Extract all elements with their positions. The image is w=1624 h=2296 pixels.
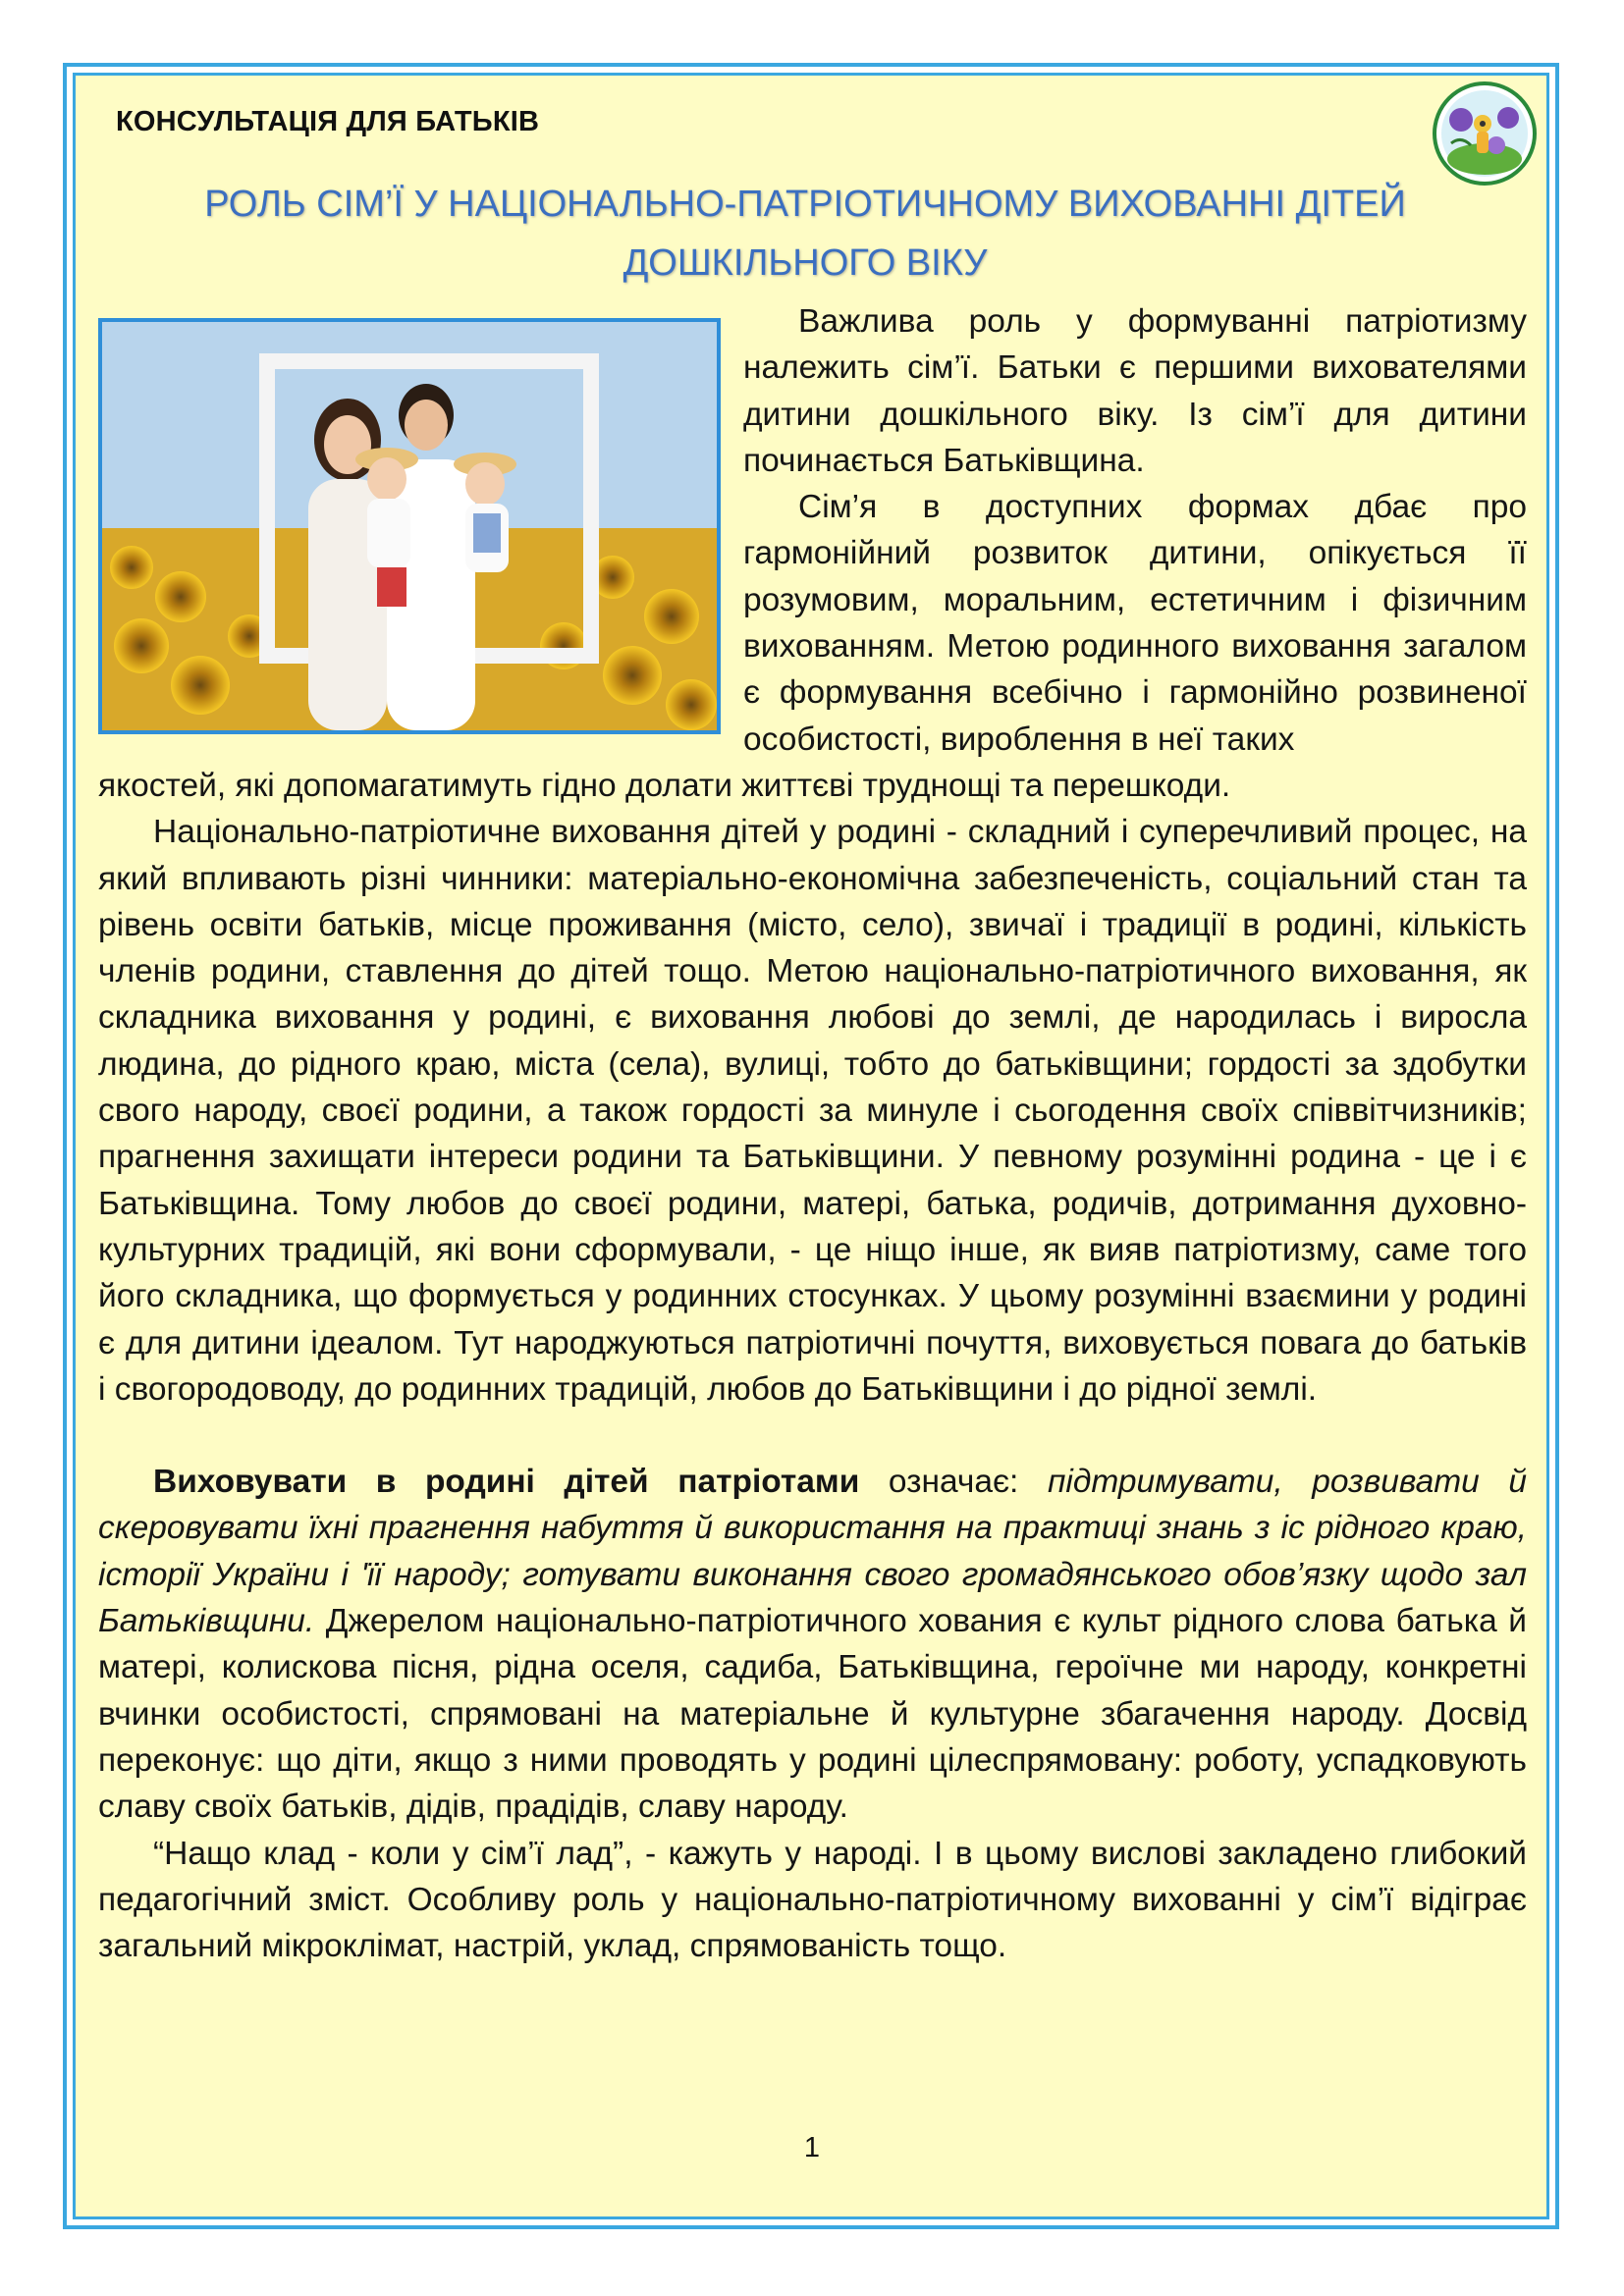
page-number: 1 — [803, 2132, 821, 2163]
header-label: КОНСУЛЬТАЦІЯ ДЛЯ БАТЬКІВ — [116, 106, 540, 137]
main-text — [98, 763, 1527, 1969]
page-title — [98, 175, 1624, 293]
intro-continuation: якостей, які допомагатимуть гідно долати життєві труднощі та перешкоди. — [98, 768, 1231, 804]
title-line-2: ДОШКІЛЬНОГО ВІКУ — [623, 242, 988, 284]
family-photo-frame-icon — [98, 318, 721, 734]
paragraph-proverb: “Нащо клад - коли у сім’ї лад”, - кажуть у народі. І в цьому вислові закладено глибокий педагогічний зміст. Особливу роль у національно-патріотичному вихованні у сім’ї відіграє загальний мікроклімат, настрій, уклад, спрямованість тощо. — [98, 1835, 1527, 1965]
title-line-1: РОЛЬ СІМ’Ї У НАЦІОНАЛЬНО-ПАТРІОТИЧНОМУ ВИХОВАННІ ДІТЕЙ — [204, 184, 1406, 225]
intro-paragraph-1: Важлива роль у формуванні патріотизму належить сім’ї. Батьки є першими вихователями дитини дошкільного віку. Із сім’ї для дитини починається Батьківщина. — [743, 303, 1527, 479]
paragraph-spacer — [98, 1413, 1527, 1459]
paragraph-raising-patriots — [98, 1459, 1527, 1830]
plain-phrase: означає: — [859, 1464, 1048, 1501]
plain-continuation: Джерелом національно-патріотичного хования є культ рідного слова батька й матері, колискова пісня, рідна оселя, садиба, Батьківщина, героїчне ми народу, конкретні вчинки особистості, спрямовані на матеріальне й культурне збагачення народу. Досвід переконує: що діти, якщо з ними проводять у родині цілеспрямовану: роботу, успадковують славу своїх батьків, дідів, прадідів, славу народу. — [98, 1603, 1527, 1826]
bold-phrase: Виховувати в родині дітей патріотами — [153, 1464, 860, 1501]
kindergarten-logo-icon — [1432, 80, 1538, 187]
intro-text — [743, 298, 1527, 763]
intro-paragraph-2: Сім’я в доступних формах дбає про гармонійний розвиток дитини, опікується її розумовим, моральним, естетичним і фізичним вихованням. Метою родинного виховання загалом є формування всебічно і гармонійно розвиненої особистості, вироблення в неї таких — [743, 489, 1527, 758]
paragraph-patriotic-upbringing: Національно-патріотичне виховання дітей у родині - складний і суперечливий процес, на який впливають різні чинники: матеріально-економічна забезпеченість, соціальний стан та рівень освіти батьків, місце проживання (місто, село), звичаї і традиції в родині, кількість членів родини, ставлення до дітей тощо. Метою національно-патріотичного виховання, як складника виховання у родині, є виховання любові до землі, де народилась і виросла людина, до рідного краю, міста (села), вулиці, тобто до батьківщини; гордості за здобутки свого народу, своєї родини, а також гордості за минуле і сьогодення своїх співвітчизників; прагнення захищати інтереси родини та Батьківщини. У певному розумінні родина - це і є Батьківщина. Тому любов до своєї родини, матері, батька, родичів, дотримання духовно-культурних традицій, які вони сформували, - це ніщо інше, як вияв патріотизму, саме того його складника, що формується у родинних стосунках. У цьому розумінні взаємини у родині є для дитини ідеалом. Тут народжуються патріотичні почуття, виховується повага до батьків і свогородоводу, до родинних традицій, любов до Батьківщини і до рідної землі. — [98, 814, 1527, 1408]
italic-phrase: підтримувати, розвивати й скеровувати їхні прагнення набуття й використання на практиці знань з іс рідного краю, історії України і 'її народу; готувати виконання свого громадянського обов’язку щодо зал Батьківщини. — [98, 1464, 1527, 1640]
